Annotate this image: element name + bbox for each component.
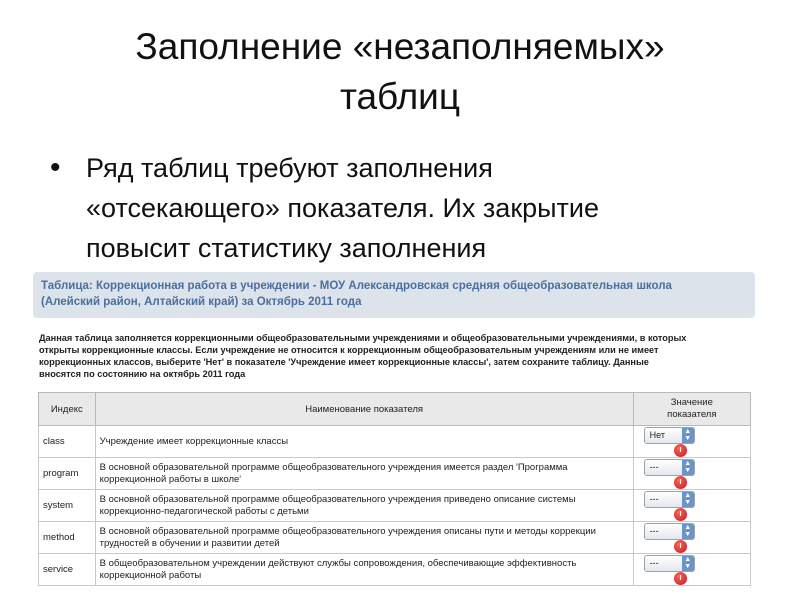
value-select-text: --- [649, 461, 659, 472]
row-index: program [39, 458, 96, 490]
row-index: system [39, 490, 96, 522]
slide-title-line: таблиц [339, 76, 461, 117]
table-row [39, 426, 751, 458]
indicators-table [38, 392, 751, 586]
updown-arrows-icon: ▲ ▼ [682, 556, 694, 571]
row-value-cell [633, 522, 750, 554]
row-index: class [39, 426, 96, 458]
warning-icon [674, 444, 687, 457]
row-value-cell [633, 458, 750, 490]
row-value-cell [633, 554, 750, 586]
value-select[interactable] [644, 523, 695, 540]
header-index: Индекс [39, 393, 96, 426]
value-select-text: --- [649, 525, 659, 536]
row-name [95, 458, 633, 490]
header-value-line: показателя [667, 409, 717, 420]
value-select[interactable] [644, 459, 695, 476]
row-name [95, 522, 633, 554]
table-header-row [39, 393, 751, 426]
description-line: коррекционных классов, выберите 'Нет' в показателе 'Учреждение имеет коррекционные классы', затем сохраните таблицу. Данные [39, 357, 649, 367]
warning-icon [674, 508, 687, 521]
row-name-line: В основной образовательной программе общеобразовательного учреждения приведено описание системы [99, 493, 576, 505]
value-select[interactable] [644, 491, 695, 508]
slide-title [0, 22, 800, 122]
table-title-line: Таблица: Коррекционная работа в учреждении - МОУ Александровская средняя общеобразовательная школа [41, 280, 672, 292]
updown-arrows-icon: ▲ ▼ [682, 460, 694, 475]
description-line: Данная таблица заполняется коррекционными общеобразовательными учреждениями и общеобразовательными учреждениями, в которых [39, 333, 687, 343]
updown-arrows-icon: ▲ ▼ [682, 492, 694, 507]
bullet-text-line: «отсекающего» показателя. Их закрытие [86, 193, 600, 223]
row-value-cell [633, 426, 750, 458]
embedded-screenshot [33, 272, 755, 598]
warning-icon [674, 540, 687, 553]
value-select-text: --- [649, 493, 659, 504]
row-name-line: коррекционной работы [99, 569, 202, 581]
description-line: вносятся по состоянию на октябрь 2011 года [39, 369, 246, 379]
row-name-line: В общеобразовательном учреждении действуют службы сопровождения, обеспечивающие эффективность [99, 557, 577, 569]
row-name [95, 554, 633, 586]
updown-arrows-icon: ▲ ▼ [682, 524, 694, 539]
value-select[interactable] [644, 427, 695, 444]
warning-icon [674, 476, 687, 489]
bullet-text-line: повысит статистику заполнения [86, 233, 487, 263]
row-name-line: В основной образовательной программе общеобразовательного учреждения описаны пути и методы коррекции [99, 525, 596, 537]
table-row [39, 458, 751, 490]
row-name [95, 426, 633, 458]
row-value-cell [633, 490, 750, 522]
table-row [39, 522, 751, 554]
header-name: Наименование показателя [95, 393, 633, 426]
value-select-text: --- [649, 557, 659, 568]
bullet-dot-icon: • [50, 151, 61, 184]
table-title-banner [33, 272, 755, 318]
table-description [39, 332, 751, 380]
description-line: открыты коррекционные классы. Если учреждение не относится к коррекционным общеобразовательным учреждениям или не имеет [39, 345, 659, 355]
bullet-text [86, 148, 770, 268]
bullet-point [50, 148, 770, 268]
table-title [41, 278, 746, 310]
row-name-line: трудностей в обучении и развитии детей [99, 537, 280, 549]
slide-title-line: Заполнение «незаполняемых» [135, 26, 665, 67]
row-name-line: В основной образовательной программе общеобразовательного учреждения имеется раздел 'Программа [99, 461, 568, 473]
warning-icon [674, 572, 687, 585]
row-index: method [39, 522, 96, 554]
value-select-text: Нет [649, 429, 665, 440]
value-select[interactable] [644, 555, 695, 572]
header-value-line: Значение [670, 397, 713, 408]
row-name-line: Учреждение имеет коррекционные классы [99, 435, 289, 447]
row-name-line: коррекционной работы в школе' [99, 473, 242, 485]
bullet-text-line: Ряд таблиц требуют заполнения [86, 153, 493, 183]
table-row [39, 554, 751, 586]
header-value [633, 393, 750, 426]
table-title-line: (Алейский район, Алтайский край) за Октябрь 2011 года [41, 296, 362, 308]
row-name-line: коррекционно-педагогической работы с детьми [99, 505, 309, 517]
updown-arrows-icon: ▲ ▼ [682, 428, 694, 443]
table-row [39, 490, 751, 522]
row-index: service [39, 554, 96, 586]
row-name [95, 490, 633, 522]
